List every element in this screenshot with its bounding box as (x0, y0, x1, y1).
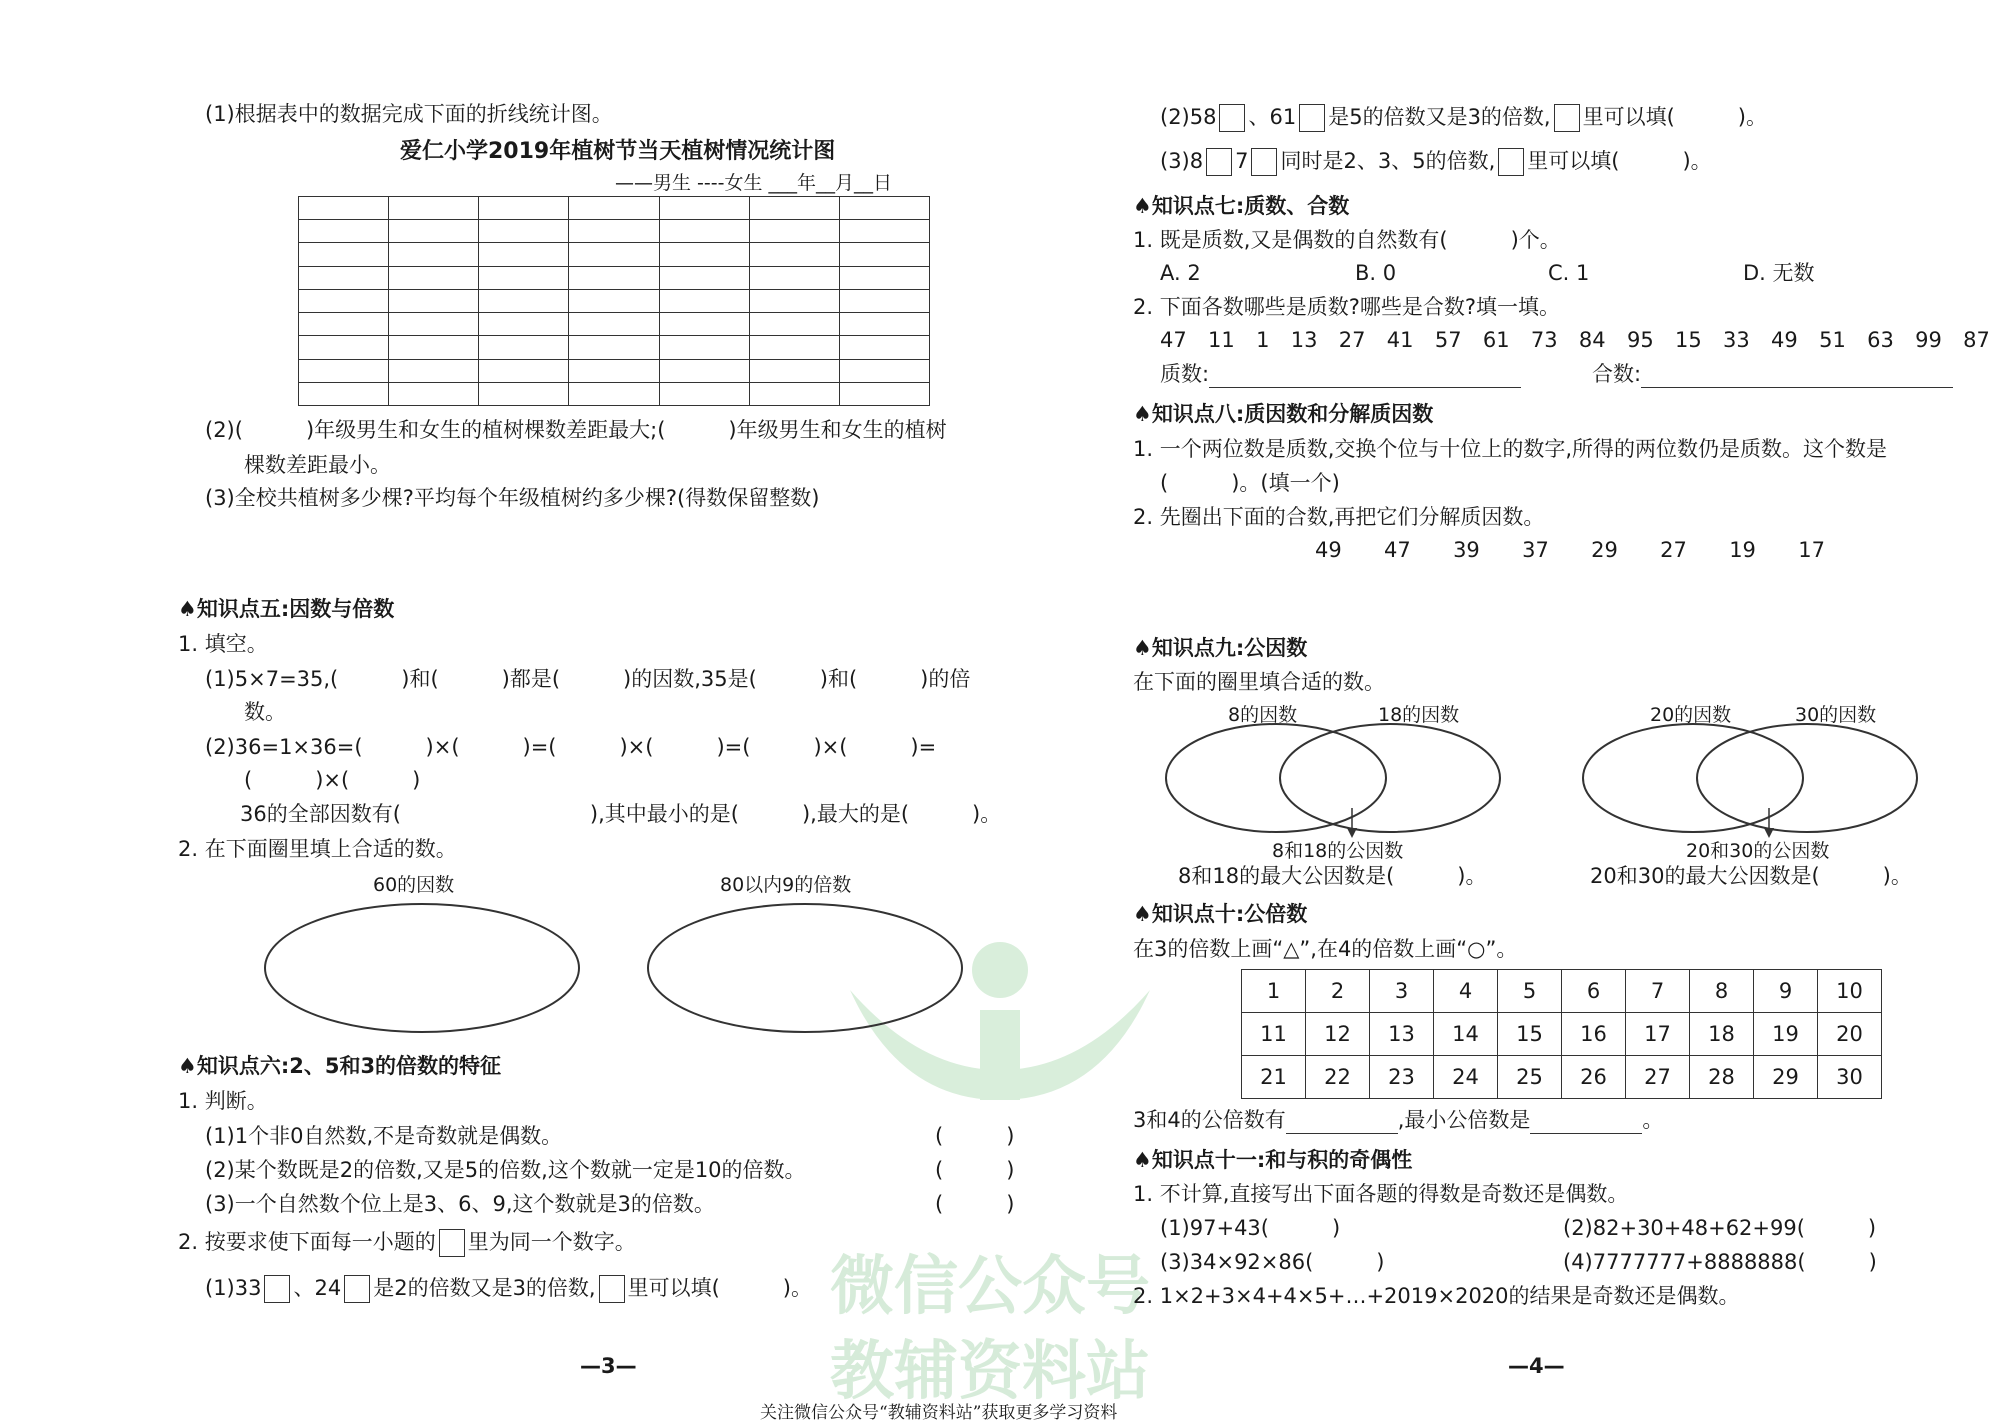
k6-item2-1: (1)33 、24 是2的倍数又是3的倍数, 里可以填( )。 (205, 1274, 812, 1303)
table-cell[interactable]: 9 (1754, 970, 1818, 1013)
table-cell[interactable]: 13 (1370, 1013, 1434, 1056)
footer-note: 关注微信公众号“教辅资料站”获取更多学习资料 (760, 1403, 1118, 1423)
table-cell[interactable]: 22 (1306, 1056, 1370, 1099)
blank-box[interactable] (1219, 104, 1245, 132)
list-item[interactable]: 29 (1591, 538, 1618, 562)
chart-legend: ——男生 ----女生 ___年__月__日 (615, 172, 893, 194)
left-q1: (1)根据表中的数据完成下面的折线统计图。 (205, 102, 613, 126)
k6-item1-2: (2)某个数既是2的倍数,又是5的倍数,这个数就一定是10的倍数。 (205, 1158, 806, 1182)
k7-option-b[interactable]: B. 0 (1355, 261, 1397, 285)
k7-item2: 2. 下面各数哪些是质数?哪些是合数?填一填。 (1133, 295, 1561, 319)
left-page-number: —3— (580, 1354, 637, 1378)
table-cell[interactable]: 28 (1690, 1056, 1754, 1099)
venn1-left-label: 8的因数 (1228, 704, 1298, 726)
venn2-common-label: 20和30的公因数 (1686, 840, 1830, 862)
table-cell[interactable]: 20 (1818, 1013, 1882, 1056)
table-cell[interactable]: 29 (1754, 1056, 1818, 1099)
right-page-number: —4— (1508, 1354, 1565, 1378)
k8-number-list (1315, 536, 1825, 564)
table-cell[interactable]: 27 (1626, 1056, 1690, 1099)
list-item: 47 (1160, 328, 1187, 352)
table-cell[interactable]: 14 (1434, 1013, 1498, 1056)
table-cell[interactable]: 6 (1562, 970, 1626, 1013)
list-item: 61 (1482, 328, 1510, 352)
k7-option-c[interactable]: C. 1 (1548, 261, 1590, 285)
blank-box[interactable] (344, 1275, 370, 1303)
watermark-text-2: 教辅资料站 (830, 1335, 1150, 1409)
list-item: 51 (1819, 328, 1846, 352)
k5-item1-2c: 36的全部因数有( ),其中最小的是( ),最大的是( )。 (240, 802, 1002, 826)
k11-title: ♠知识点十一:和与积的奇偶性 (1133, 1148, 1413, 1172)
table-cell[interactable]: 23 (1370, 1056, 1434, 1099)
list-item: 27 (1338, 328, 1366, 352)
table-cell[interactable]: 24 (1434, 1056, 1498, 1099)
factor-ellipses (260, 900, 970, 1040)
list-item[interactable]: 47 (1384, 538, 1411, 562)
k6-item1: 1. 判断。 (178, 1089, 268, 1113)
k11-item1: 1. 不计算,直接写出下面各题的得数是奇数还是偶数。 (1133, 1182, 1629, 1206)
k6-item2: 2. 按要求使下面每一小题的 里为同一个数字。 (178, 1228, 636, 1257)
table-cell[interactable]: 26 (1562, 1056, 1626, 1099)
composite-answer-line[interactable] (1641, 365, 1953, 388)
ellipse-right-label: 80以内9的倍数 (720, 874, 852, 896)
table-cell[interactable]: 12 (1306, 1013, 1370, 1056)
venn1-left-circle[interactable] (1166, 724, 1386, 832)
list-item: 73 (1530, 328, 1558, 352)
k8-item1a: 1. 一个两位数是质数,交换个位与十位上的数字,所得的两位数仍是质数。这个数是 (1133, 437, 1888, 461)
blank-chart-grid (298, 196, 930, 406)
ellipse-9-multiples[interactable] (648, 904, 962, 1032)
table-cell[interactable]: 15 (1498, 1013, 1562, 1056)
list-item[interactable]: 17 (1798, 538, 1825, 562)
k9-title: ♠知识点九:公因数 (1133, 636, 1308, 660)
spade-icon: ♠ (178, 597, 197, 621)
judge-paren-3[interactable]: ( ) (935, 1192, 1015, 1216)
blank-box[interactable] (1498, 148, 1524, 176)
blank-box[interactable] (1251, 148, 1277, 176)
table-cell[interactable]: 5 (1498, 970, 1562, 1013)
list-item: 1 (1256, 328, 1270, 352)
k8-item2: 2. 先圈出下面的合数,再把它们分解质因数。 (1133, 505, 1545, 529)
list-item[interactable]: 19 (1729, 538, 1756, 562)
table-cell[interactable]: 16 (1562, 1013, 1626, 1056)
venn2-answer: 20和30的最大公因数是( )。 (1590, 864, 1912, 888)
k11-item1-2: (2)82+30+48+62+99( ) (1563, 1216, 1877, 1240)
list-item[interactable]: 39 (1453, 538, 1480, 562)
table-cell[interactable]: 2 (1306, 970, 1370, 1013)
spade-icon: ♠ (1133, 902, 1152, 926)
list-item: 49 (1771, 328, 1798, 352)
spade-icon: ♠ (1133, 636, 1152, 660)
table-cell[interactable]: 8 (1690, 970, 1754, 1013)
k7-option-d[interactable]: D. 无数 (1743, 261, 1815, 285)
left-q3: (3)全校共植树多少棵?平均每个年级植树约多少棵?(得数保留整数) (205, 486, 820, 510)
venn1-right-label: 18的因数 (1378, 704, 1460, 726)
venn1-answer: 8和18的最大公因数是( )。 (1178, 864, 1487, 888)
ellipse-left-label: 60的因数 (373, 874, 455, 896)
table-cell[interactable]: 7 (1626, 970, 1690, 1013)
blank-box[interactable] (264, 1275, 290, 1303)
blank-box[interactable] (1206, 148, 1232, 176)
list-item[interactable]: 49 (1315, 538, 1342, 562)
k5-item1-1a: (1)5×7=35,( )和( )都是( )的因数,35是( )和( )的倍 (205, 667, 971, 691)
k10-title: ♠知识点十:公倍数 (1133, 902, 1308, 926)
table-cell[interactable]: 18 (1690, 1013, 1754, 1056)
left-q2-line1: (2)( )年级男生和女生的植树棵数差距最大;( )年级男生和女生的植树 (205, 418, 947, 442)
lcm-line[interactable] (1530, 1111, 1642, 1134)
k7-title: ♠知识点七:质数、合数 (1133, 194, 1350, 218)
judge-paren-1[interactable]: ( ) (935, 1124, 1015, 1148)
list-item: 99 (1915, 328, 1942, 352)
blank-box[interactable] (1299, 104, 1325, 132)
watermark-text-1: 微信公众号 (830, 1250, 1150, 1324)
k8-item1b: ( )。(填一个) (1160, 471, 1340, 495)
prime-answer-line[interactable] (1209, 365, 1521, 388)
k6-item1-3: (3)一个自然数个位上是3、6、9,这个数就是3的倍数。 (205, 1192, 715, 1216)
k8-title: ♠知识点八:质因数和分解质因数 (1133, 402, 1434, 426)
k5-item2: 2. 在下面圈里填上合适的数。 (178, 837, 457, 861)
k11-item2: 2. 1×2+3×4+4×5+…+2019×2020的结果是奇数还是偶数。 (1133, 1284, 1740, 1308)
blank-box[interactable] (1554, 104, 1580, 132)
k6-item2-2: (2)58 、61 是5的倍数又是3的倍数, 里可以填( )。 (1160, 103, 1767, 132)
k6-title: ♠知识点六:2、5和3的倍数的特征 (178, 1054, 502, 1078)
venn1-common-label: 8和18的公因数 (1272, 840, 1404, 862)
venn2-right-label: 30的因数 (1795, 704, 1877, 726)
judge-paren-2[interactable]: ( ) (935, 1158, 1015, 1182)
table-cell[interactable]: 4 (1434, 970, 1498, 1013)
blank-box[interactable] (599, 1275, 625, 1303)
list-item: 33 (1723, 328, 1750, 352)
prime-answer: 质数: (1160, 360, 1521, 388)
spade-icon: ♠ (1133, 194, 1152, 218)
composite-answer: 合数: (1592, 360, 1953, 388)
chart-title: 爱仁小学2019年植树节当天植树情况统计图 (400, 139, 836, 164)
table-cell[interactable]: 19 (1754, 1013, 1818, 1056)
table-cell[interactable]: 11 (1242, 1013, 1306, 1056)
k10-desc: 在3的倍数上画“△”,在4的倍数上画“○”。 (1133, 937, 1518, 961)
table-cell[interactable]: 30 (1818, 1056, 1882, 1099)
spade-icon: ♠ (1133, 402, 1152, 426)
k5-item1-2a: (2)36=1×36=( )×( )=( )×( )=( )×( )= (205, 735, 937, 759)
table-cell[interactable]: 3 (1370, 970, 1434, 1013)
venn2-left-label: 20的因数 (1650, 704, 1732, 726)
venn2-left-circle[interactable] (1583, 724, 1803, 832)
ellipse-60-factors[interactable] (265, 904, 579, 1032)
k11-item1-1: (1)97+43( ) (1160, 1216, 1341, 1240)
spade-icon: ♠ (1133, 1148, 1152, 1172)
table-cell[interactable]: 25 (1498, 1056, 1562, 1099)
list-item: 87 (1963, 328, 1990, 352)
list-item: 15 (1674, 328, 1702, 352)
k6-item2-3: (3)8 7 同时是2、3、5的倍数, 里可以填( )。 (1160, 147, 1712, 176)
venn1-right-circle[interactable] (1280, 724, 1500, 832)
k5-item1-1b: 数。 (244, 700, 286, 724)
spade-icon: ♠ (178, 1054, 197, 1078)
common-multiples-line[interactable] (1286, 1111, 1398, 1134)
list-item: 11 (1208, 328, 1235, 352)
k7-number-list (1160, 326, 1990, 354)
table-cell[interactable]: 17 (1626, 1013, 1690, 1056)
k6-item1-1: (1)1个非0自然数,不是奇数就是偶数。 (205, 1124, 563, 1148)
list-item[interactable]: 37 (1522, 538, 1549, 562)
table-cell[interactable]: 21 (1242, 1056, 1306, 1099)
venn2-right-circle[interactable] (1697, 724, 1917, 832)
k11-item1-4: (4)7777777+8888888( ) (1563, 1250, 1877, 1274)
venn-diagrams (1150, 722, 1960, 842)
blank-box[interactable] (439, 1229, 465, 1257)
k10-answer: 3和4的公倍数有 ,最小公倍数是 。 (1133, 1108, 1664, 1132)
k11-item1-3: (3)34×92×86( ) (1160, 1250, 1385, 1274)
list-item: 13 (1290, 328, 1318, 352)
list-item: 57 (1434, 328, 1462, 352)
list-item: 41 (1386, 328, 1414, 352)
list-item: 95 (1626, 328, 1654, 352)
k5-title: ♠知识点五:因数与倍数 (178, 597, 395, 621)
k7-option-a[interactable]: A. 2 (1160, 261, 1201, 285)
table-cell[interactable]: 10 (1818, 970, 1882, 1013)
list-item: 84 (1578, 328, 1606, 352)
left-q2-line2: 棵数差距最小。 (244, 453, 391, 477)
table-cell[interactable]: 1 (1242, 970, 1306, 1013)
list-item[interactable]: 27 (1660, 538, 1687, 562)
multiples-table (1241, 969, 1882, 1099)
k9-desc: 在下面的圈里填合适的数。 (1133, 670, 1385, 694)
k5-item1: 1. 填空。 (178, 632, 268, 656)
k5-item1-2b: ( )×( ) (244, 768, 421, 792)
list-item: 63 (1867, 328, 1894, 352)
k7-item1: 1. 既是质数,又是偶数的自然数有( )个。 (1133, 228, 1561, 252)
